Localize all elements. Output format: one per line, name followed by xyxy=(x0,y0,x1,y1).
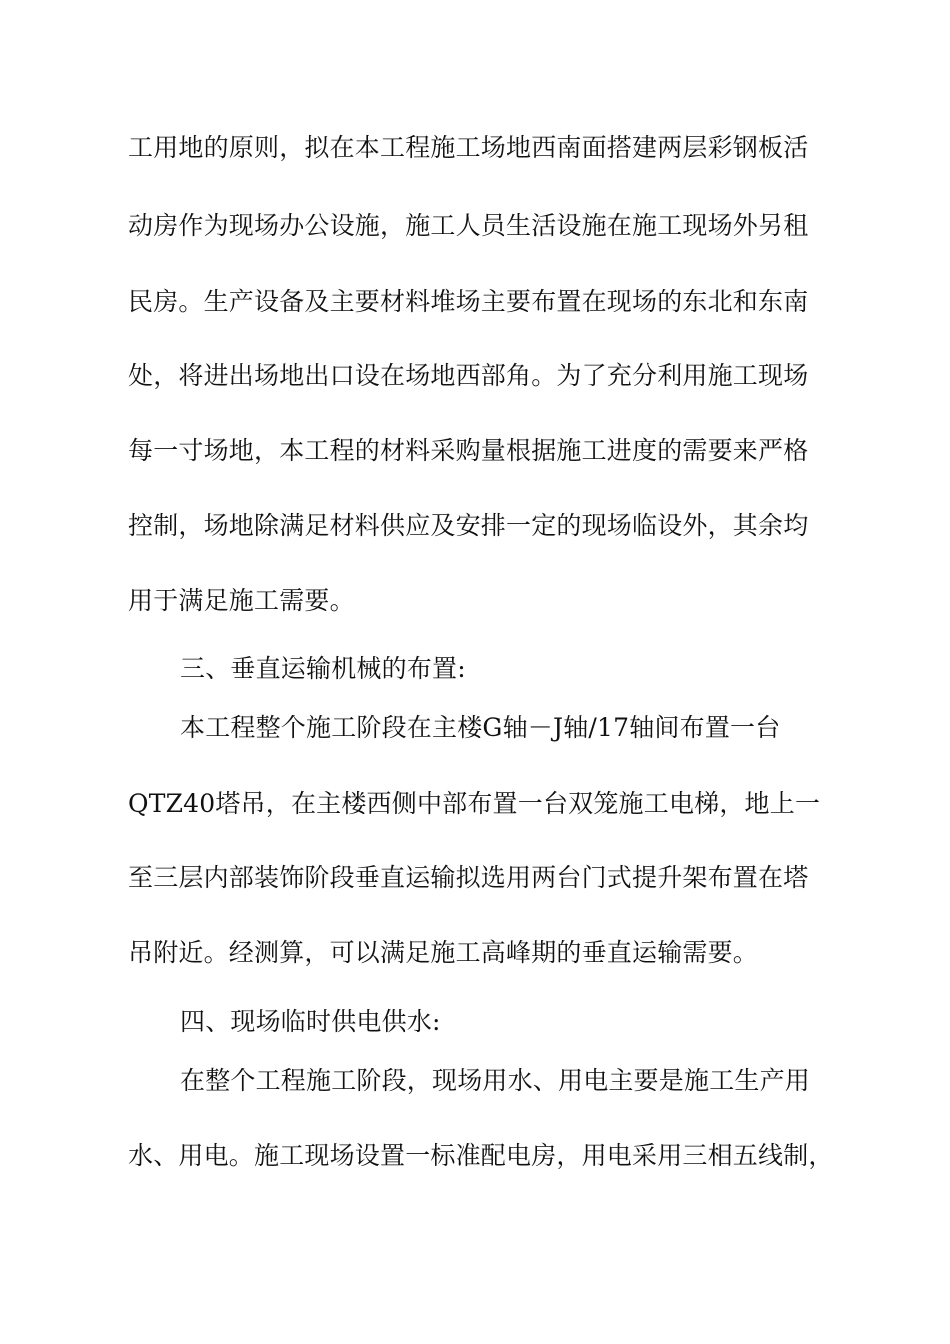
paragraph-line-6: 控制，场地除满足材料供应及安排一定的现场临设外，其余均 xyxy=(128,511,809,540)
paragraph-line-10: 至三层内部装饰阶段垂直运输拟选用两台门式提升架布置在塔 xyxy=(128,863,809,892)
paragraph-line-8: 本工程整个施工阶段在主楼G轴－J轴/17轴间布置一台 xyxy=(180,713,781,742)
paragraph-line-11: 吊附近。经测算，可以满足施工高峰期的垂直运输需要。 xyxy=(128,938,759,967)
paragraph-line-5: 每一寸场地，本工程的材料采购量根据施工进度的需要来严格 xyxy=(128,436,809,465)
paragraph-line-1: 工用地的原则，拟在本工程施工场地西南面搭建两层彩钢板活 xyxy=(128,133,809,162)
section-heading-four: 四、现场临时供电供水: xyxy=(180,1007,441,1036)
paragraph-line-4: 处，将进出场地出口设在场地西部角。为了充分利用施工现场 xyxy=(128,361,809,390)
paragraph-line-12: 在整个工程施工阶段，现场用水、用电主要是施工生产用 xyxy=(180,1066,811,1095)
section-heading-three: 三、垂直运输机械的布置: xyxy=(180,654,466,683)
paragraph-line-9: QTZ40塔吊，在主楼西侧中部布置一台双笼施工电梯，地上一 xyxy=(128,789,821,818)
paragraph-line-3: 民房。生产设备及主要材料堆场主要布置在现场的东北和东南 xyxy=(128,287,809,316)
paragraph-line-2: 动房作为现场办公设施，施工人员生活设施在施工现场外另租 xyxy=(128,211,809,240)
paragraph-line-7: 用于满足施工需要。 xyxy=(128,586,355,615)
paragraph-line-13: 水、用电。施工现场设置一标准配电房，用电采用三相五线制， xyxy=(128,1141,834,1170)
